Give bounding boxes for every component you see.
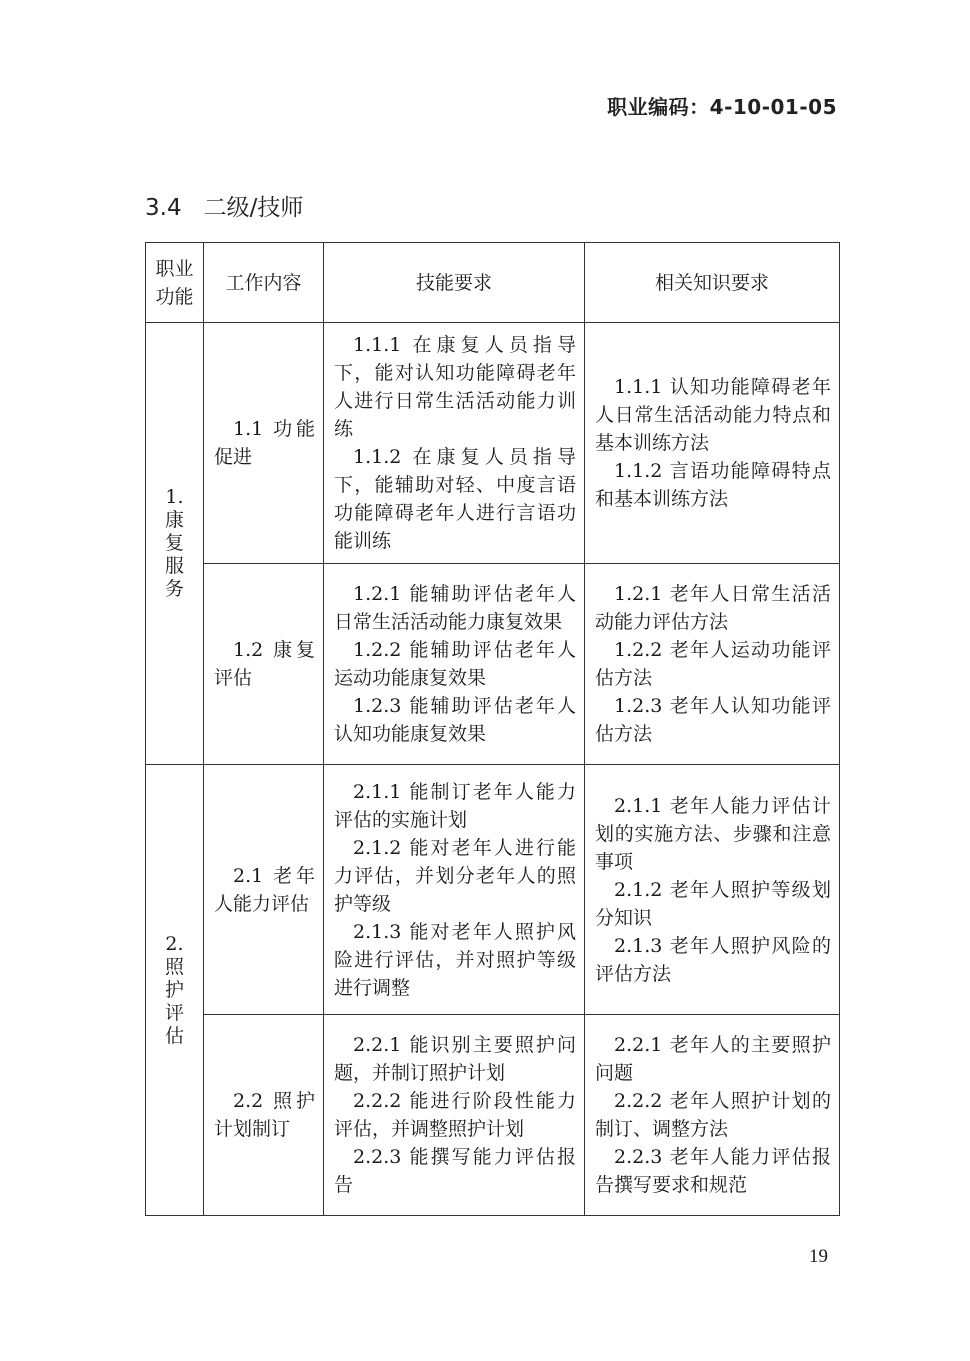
skill-item: 1.2.2 能辅助评估老年人运动功能康复效果	[334, 639, 576, 689]
skills-cell	[324, 765, 585, 1015]
knowledge-cell	[585, 1015, 840, 1216]
func-char: 康	[164, 509, 184, 531]
knowledge-item: 2.2.1 老年人的主要照护问题	[595, 1034, 831, 1084]
skill-item: 2.1.2 能对老年人进行能力评估，并划分老年人的照护等级	[334, 836, 576, 915]
skill-item: 1.1.2 在康复人员指导下，能辅助对轻、中度言语功能障碍老年人进行言语功能训练	[334, 446, 576, 552]
func-char: 务	[164, 578, 184, 600]
func-char: 估	[164, 1024, 184, 1047]
func-cell-1	[146, 323, 204, 765]
work-content	[204, 1015, 324, 1216]
work-content	[204, 323, 324, 564]
knowledge-cell	[585, 765, 840, 1015]
header-skills: 技能要求	[324, 243, 585, 323]
skill-item: 1.2.3 能辅助评估老年人认知功能康复效果	[334, 695, 576, 745]
requirements-table	[145, 242, 840, 1216]
skills-cell	[324, 1015, 585, 1216]
func-char: 服	[164, 555, 184, 577]
knowledge-item: 2.1.2 老年人照护等级划分知识	[595, 878, 831, 929]
work-text: 2.2 照护计划制订	[214, 1090, 315, 1140]
table-row	[146, 765, 840, 1015]
func-char: 护	[164, 978, 184, 1001]
skills-cell	[324, 564, 585, 765]
func-num: 2.	[165, 932, 184, 955]
header-knowledge: 相关知识要求	[585, 243, 840, 323]
skills-cell	[324, 323, 585, 564]
knowledge-cell	[585, 564, 840, 765]
skill-item: 1.1.1 在康复人员指导下，能对认知功能障碍老年人进行日常生活活动能力训练	[334, 334, 576, 440]
occupation-code: 职业编码：4-10-01-05	[607, 95, 837, 119]
work-content	[204, 765, 324, 1015]
knowledge-item: 2.1.1 老年人能力评估计划的实施方法、步骤和注意事项	[595, 794, 831, 873]
header-work: 工作内容	[204, 243, 324, 323]
knowledge-item: 2.1.3 老年人照护风险的评估方法	[595, 934, 831, 985]
skill-item: 2.2.2 能进行阶段性能力评估，并调整照护计划	[334, 1090, 576, 1140]
work-content	[204, 564, 324, 765]
knowledge-item: 2.2.2 老年人照护计划的制订、调整方法	[595, 1090, 831, 1140]
skill-item: 2.2.1 能识别主要照护问题，并制订照护计划	[334, 1034, 576, 1084]
skill-item: 2.1.3 能对老年人照护风险进行评估，并对照护等级进行调整	[334, 920, 576, 999]
section-title: 二级/技师	[203, 195, 304, 221]
func-char: 复	[164, 532, 184, 554]
table-row	[146, 323, 840, 564]
func-cell-2	[146, 765, 204, 1216]
knowledge-item: 1.1.1 认知功能障碍老年人日常生活活动能力特点和基本训练方法	[595, 376, 831, 454]
func-char: 照	[164, 955, 184, 978]
skill-item: 2.2.3 能撰写能力评估报告	[334, 1146, 576, 1196]
knowledge-item: 1.2.3 老年人认知功能评估方法	[595, 695, 831, 745]
knowledge-item: 1.2.1 老年人日常生活活动能力评估方法	[595, 583, 831, 633]
skill-item: 2.1.1 能制订老年人能力评估的实施计划	[334, 780, 576, 831]
table-header-row	[146, 243, 840, 323]
section-number: 3.4	[145, 195, 182, 221]
func-num: 1.	[165, 486, 184, 508]
knowledge-item: 2.2.3 老年人能力评估报告撰写要求和规范	[595, 1146, 831, 1196]
work-text: 1.1 功能促进	[214, 418, 315, 468]
func-char: 评	[164, 1001, 184, 1024]
work-text: 2.1 老年人能力评估	[214, 864, 315, 915]
work-text: 1.2 康复评估	[214, 639, 315, 689]
knowledge-cell	[585, 323, 840, 564]
skill-item: 1.2.1 能辅助评估老年人日常生活活动能力康复效果	[334, 583, 576, 633]
knowledge-item: 1.2.2 老年人运动功能评估方法	[595, 639, 831, 689]
section-heading	[145, 189, 303, 222]
knowledge-item: 1.1.2 言语功能障碍特点和基本训练方法	[595, 460, 831, 510]
header-func: 职业 功能	[146, 243, 204, 323]
table-row	[146, 564, 840, 765]
table-row	[146, 1015, 840, 1216]
page-number: 19	[809, 1246, 828, 1267]
